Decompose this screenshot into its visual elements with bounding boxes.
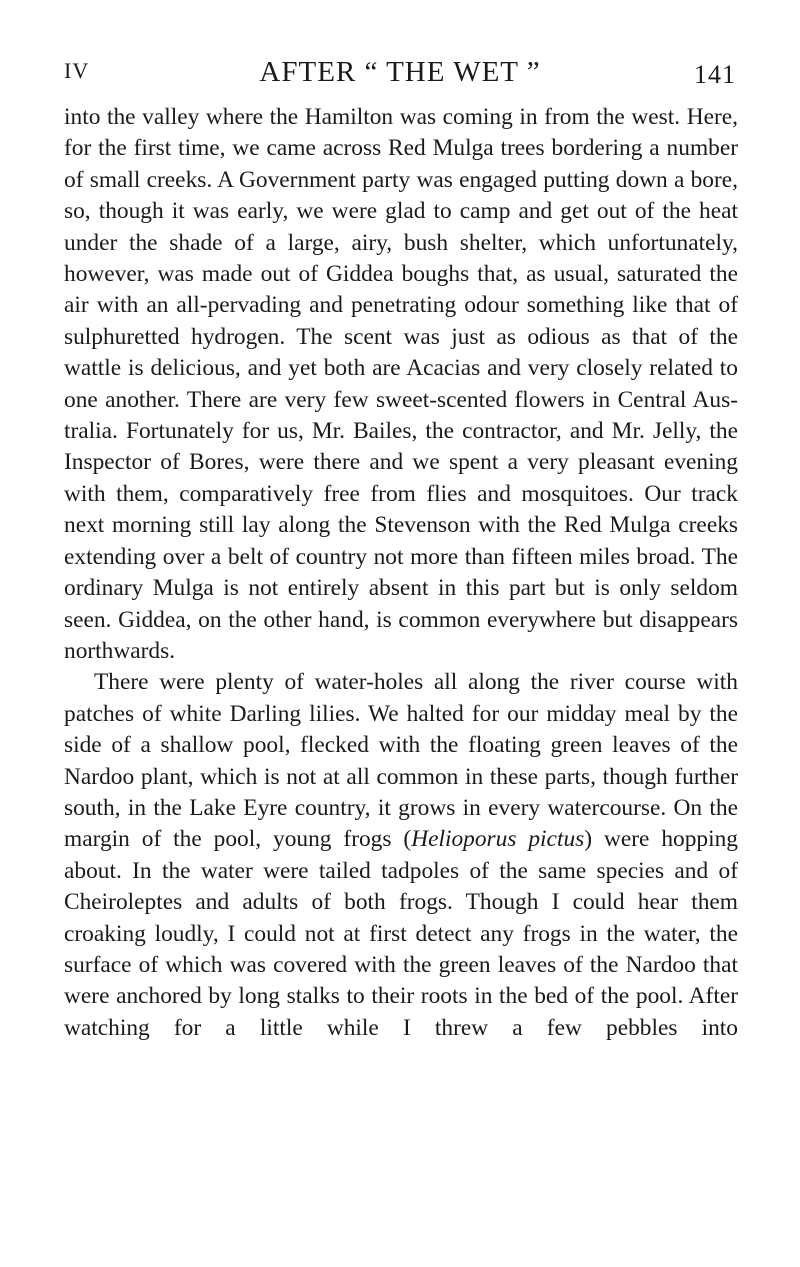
paragraph-2-after: ) were hopping about. In the water were tailed tadpoles of the same species and of Cheiroleptes and adults of both frogs. Though I could hear them croaking loudly, I could not at first detect any frogs in the water, the surface of which was covered with the green leaves of the Nardoo that were anchored by long stalks to their roots in the bed of the pool. After watching for a little while I threw a few pebbles into (64, 826, 738, 1041)
body-text (64, 102, 738, 1044)
paragraph-2-before: There were plenty of water-holes all along the river course with patches of white Darling lilies. We halted for our midday meal by the side of a shallow pool, flecked with the floating green leaves of the Nardoo plant, which is not at all common in these parts, though further south, in the Lake Eyre country, it grows in every watercourse. On the margin of the pool, young frogs ( (64, 669, 738, 853)
page-number: 141 (694, 60, 736, 89)
running-title: AFTER “ THE WET ” (259, 56, 541, 88)
running-header (64, 56, 736, 96)
species-name-italic: Helioporus pictus (411, 826, 585, 853)
paragraph-1: into the valley where the Hamilton was coming in from the west. Here, for the first time, we came across Red Mulga trees bordering a number of small creeks. A Government party was engaged putting down a bore, so, though it was early, we were glad to camp and get out of the heat under the shade of a large, airy, bush shelter, which unfortunately, however, was made out of Giddea boughs that, as usual, saturated the air with an all-pervading and penetrating odour something like that of sulphuretted hydrogen. The scent was just as odious as that of the wattle is delicious, and yet both are Acacias and very closely related to one another. There are very few sweet-scented flowers in Central Aus-tralia. Fortunately for us, Mr. Bailes, the contractor, and Mr. Jelly, the Inspector of Bores, were there and we spent a very pleasant evening with them, comparatively free from flies and mosquitoes. Our track next morning still lay along the Stevenson with the Red Mulga creeks extending over a belt of country not more than fifteen miles broad. The ordinary Mulga is not entirely absent in this part but is only seldom seen. Giddea, on the other hand, is common everywhere but disappears northwards. (64, 104, 738, 664)
chapter-number: IV (64, 58, 90, 83)
paragraph-2 (64, 667, 738, 1044)
